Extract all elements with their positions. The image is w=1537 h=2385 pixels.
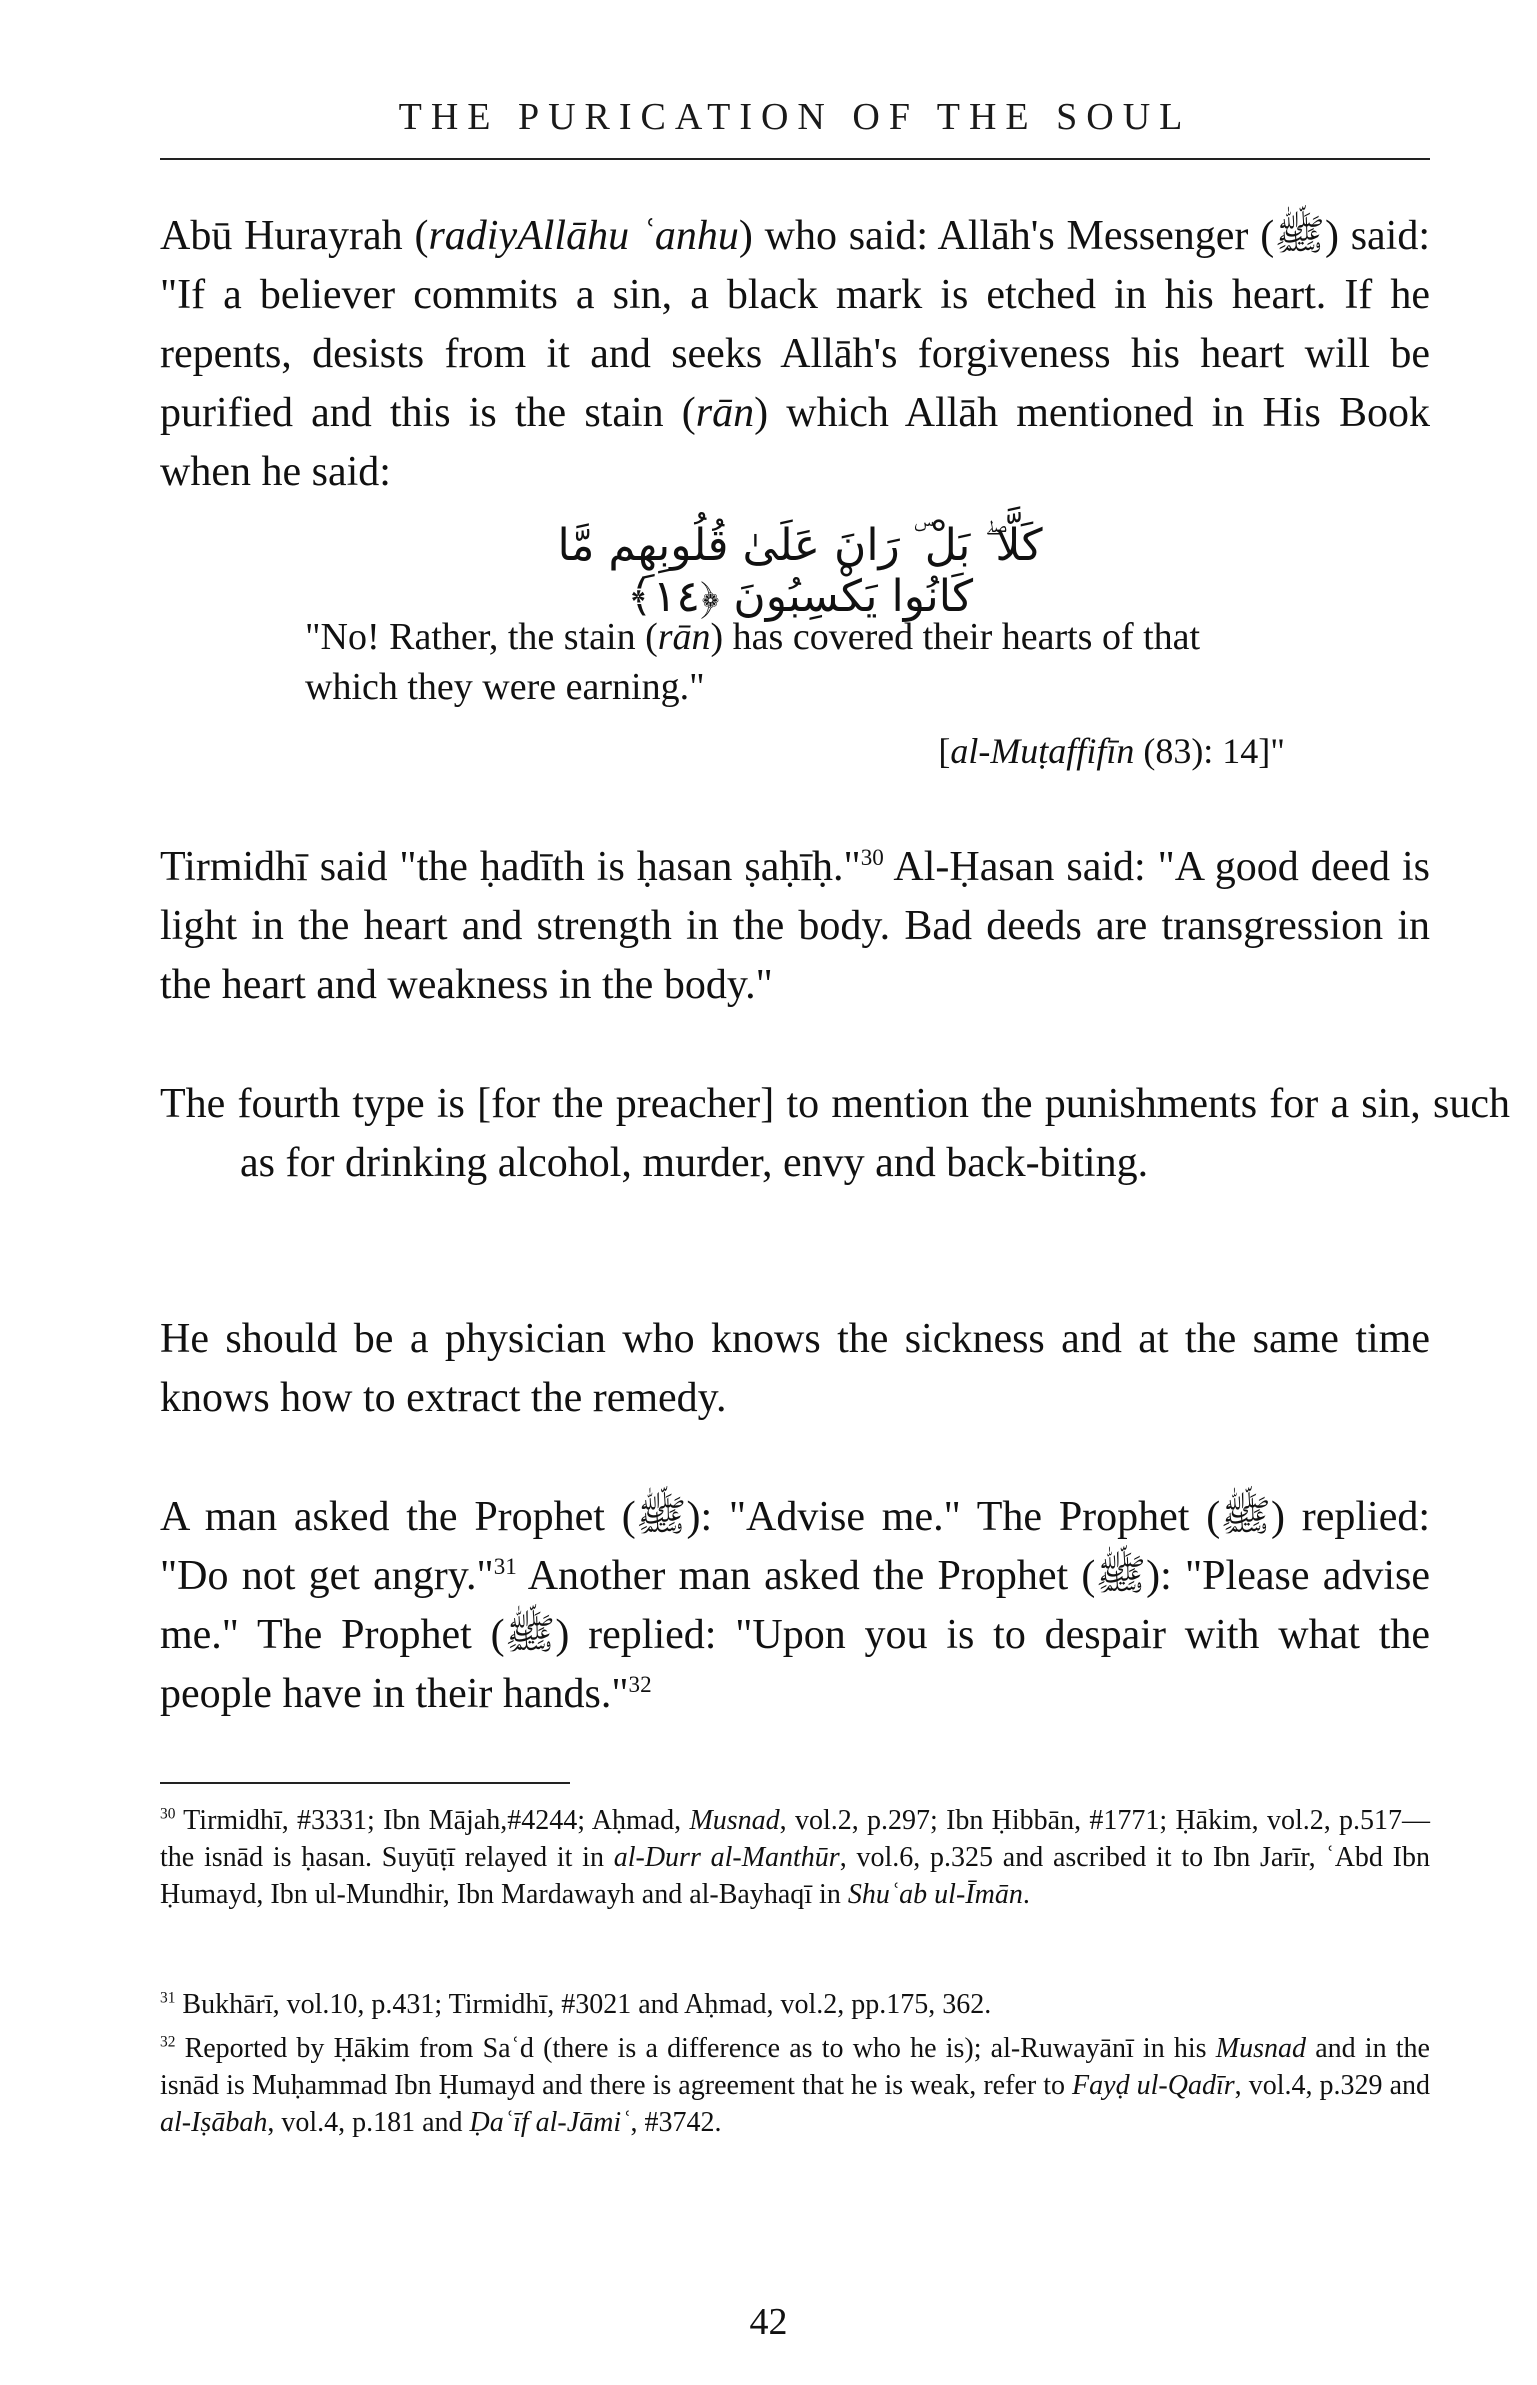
footnote-31: $^{31}$ Bukhārī, vol.10, p.431; Tirmidhī, #3021 and Aḥmad, vol.2, pp.175, 362. (160, 1989, 992, 2020)
quran-verse-arabic: كَلَّا ۖ بَلْ ۜ رَانَ عَلَىٰ قُلُوبِهِم مَّا كَانُوا يَكْسِبُونَ ﴿١٤﴾ (557, 520, 1043, 622)
running-head: THE PURICATION OF THE SOUL (398, 96, 1192, 138)
verse-reference: [al-Muṭaffifīn (83): 14]" (938, 731, 1285, 771)
footnote-32: $^{32}$ Reported by Ḥākim from Saʿd (there is a difference as to who he is); al-Ruwayānī in his Musnad and in the isnād is Muḥammad Ibn Ḥumayd and there is agreement that he is weak, refer to Fayḍ ul-Qadīr, vol.4, p.329 and al-Iṣābah, vol.4, p.181 and Ḍaʿīf al-Jāmiʿ, #3742. (160, 2033, 1431, 2138)
paragraph-advise-me: A man asked the Prophet (ﷺ): "Advise me." The Prophet (ﷺ) replied: "Do not get angry."$^{31}$ Another man asked the Prophet (ﷺ): "Please advise me." The Prophet (ﷺ) replied: "Upon you is to despair with what the people have in their hands."$^{32}$ (160, 1494, 1431, 1717)
paragraph-physician: He should be a physician who knows the sickness and at the same time knows how to extract the remedy. (160, 1316, 1430, 1421)
footnote-30: $^{30}$ Tirmidhī, #3331; Ibn Mājah,#4244; Aḥmad, Musnad, vol.2, p.297; Ibn Ḥibbān, #1771; Ḥākim, vol.2, p.517—the isnād is ḥasan. Suyūṭī relayed it in al-Durr al-Manthūr, vol.6, p.325 and ascribed it to Ibn Jarīr, ʿAbd Ibn Ḥumayd, Ibn ul-Mundhir, Ibn Mardawayh and al-Bayhaqī in Shuʿab ul-Īmān. (160, 1805, 1431, 1910)
footnote-rule (160, 1782, 570, 1784)
footnote-ref-32: 32 (628, 1671, 652, 1697)
paragraph-tirmidhi: Tirmidhī said "the ḥadīth is ḥasan ṣaḥīḥ."$^{30}$ Al-Ḥasan said: "A good deed is light in the heart and strength in the body. Bad deeds are transgression in the heart and weakness in the body." (160, 844, 1430, 1008)
page-number: 42 (749, 2301, 788, 2343)
paragraph-fourth-type: The fourth type is [for the preacher] to mention the punishments for a sin, such as for drinking alcohol, murder, envy and back-biting. (160, 1081, 1510, 1186)
footnote-ref-31: 31 (493, 1553, 517, 1579)
footnote-ref-30: 30 (860, 844, 884, 870)
paragraph-hadith-abu-hurayrah: Abū Hurayrah (radiyAllāhu ʿanhu) who said: Allāh's Messenger (ﷺ) said: "If a believer commits a sin, a black mark is etched in his heart. If he repents, desists from it and seeks Allāh's forgiveness his heart will be purified and this is the stain (rān) which Allāh mentioned in His Book when he said: (160, 213, 1431, 495)
header-rule (160, 158, 1430, 160)
verse-translation: "No! Rather, the stain (rān) has covered their hearts of that which they were earning." (305, 616, 1201, 708)
